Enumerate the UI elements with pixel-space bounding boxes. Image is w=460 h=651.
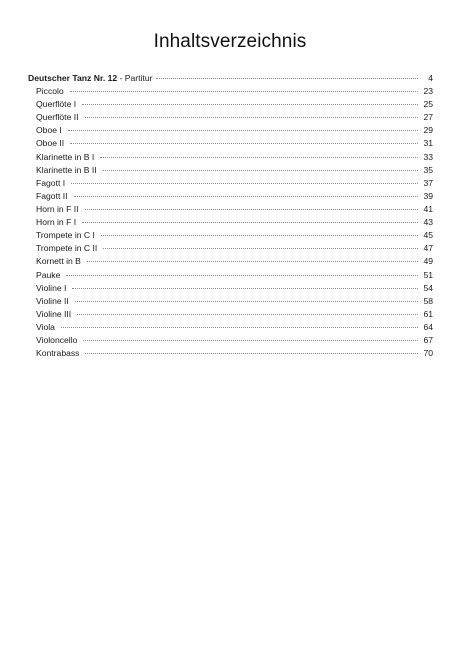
dot-leader — [74, 196, 418, 197]
toc-entry[interactable] — [28, 308, 433, 321]
dot-leader — [71, 183, 418, 184]
dot-leader — [103, 248, 418, 249]
dot-leader — [77, 314, 418, 315]
dot-leader — [100, 157, 418, 158]
dot-leader — [61, 327, 418, 328]
toc-entry-page: 61 — [423, 308, 433, 319]
toc-entry-label: Horn in F II — [36, 203, 79, 214]
toc-entry-page: 23 — [423, 86, 433, 96]
toc-entry-main[interactable] — [28, 71, 433, 85]
toc-entry-label: Kornett in B — [36, 256, 81, 267]
dot-leader — [66, 275, 418, 276]
toc-list — [28, 85, 433, 360]
toc-entry[interactable] — [28, 85, 433, 98]
dot-leader — [85, 117, 418, 118]
dot-leader — [85, 209, 418, 210]
toc-entry-page: 47 — [423, 243, 433, 254]
dot-leader — [82, 104, 418, 105]
toc-entry[interactable] — [28, 321, 433, 334]
toc-entry-page: 58 — [423, 295, 433, 306]
dot-leader — [85, 353, 418, 354]
toc-entry[interactable] — [28, 295, 433, 308]
toc-entry[interactable] — [28, 111, 433, 124]
toc-entry-label: Klarinette in B I — [36, 151, 95, 162]
toc-entry[interactable] — [28, 137, 433, 150]
dot-leader — [87, 261, 418, 262]
toc-main-page: 4 — [428, 73, 433, 83]
dot-leader — [156, 78, 419, 79]
toc-entry-label: Viola — [36, 321, 55, 332]
toc-entry-label: Klarinette in B II — [36, 164, 97, 175]
toc-entry-page: 67 — [423, 335, 433, 346]
toc-entry-label: Fagott I — [36, 177, 66, 188]
toc-entry[interactable] — [28, 347, 433, 360]
toc-entry-label: Violoncello — [36, 335, 78, 346]
toc-entry-page: 43 — [423, 217, 433, 228]
dot-leader — [70, 143, 418, 144]
toc-entry-page: 54 — [423, 282, 433, 293]
toc-entry[interactable] — [28, 124, 433, 137]
toc-main-title: Deutscher Tanz Nr. 12 — [28, 73, 118, 83]
toc-entry-label: Trompete in C I — [36, 230, 95, 241]
toc-entry-label: Pauke — [36, 269, 61, 280]
toc-entry[interactable] — [28, 255, 433, 268]
toc-entry-page: 39 — [423, 190, 433, 201]
page-title: Inhaltsverzeichnis — [153, 31, 307, 52]
toc-entry[interactable] — [28, 203, 433, 216]
toc-entry[interactable] — [28, 151, 433, 164]
toc-entry-label: Violine III — [36, 308, 72, 319]
toc-entry-page: 41 — [423, 203, 433, 214]
dot-leader — [70, 91, 418, 92]
toc-entry-label: Horn in F I — [36, 217, 77, 228]
toc-entry-label: Trompete in C II — [36, 243, 98, 254]
toc-entry-page: 33 — [423, 151, 433, 162]
dot-leader — [101, 235, 418, 236]
dot-leader — [72, 288, 418, 289]
toc-entry-page: 70 — [423, 348, 433, 359]
table-of-contents — [28, 71, 433, 360]
toc-entry-page: 45 — [423, 230, 433, 241]
dot-leader — [82, 222, 418, 223]
toc-entry-page: 29 — [423, 125, 433, 136]
toc-entry[interactable] — [28, 216, 433, 229]
toc-entry[interactable] — [28, 269, 433, 282]
toc-entry-page: 37 — [423, 177, 433, 188]
toc-entry[interactable] — [28, 242, 433, 255]
dot-leader — [103, 170, 418, 171]
toc-entry-label: Querflöte II — [36, 112, 79, 123]
toc-entry-page: 25 — [423, 99, 433, 110]
toc-entry[interactable] — [28, 98, 433, 111]
toc-entry-page: 35 — [423, 164, 433, 175]
toc-entry[interactable] — [28, 282, 433, 295]
toc-entry-label: Kontrabass — [36, 348, 80, 359]
toc-entry-label: Violine I — [36, 282, 67, 293]
toc-entry-label: Oboe I — [36, 125, 62, 136]
toc-entry-label: Piccolo — [36, 86, 64, 96]
toc-entry-page: 27 — [423, 112, 433, 123]
dot-leader — [75, 301, 418, 302]
toc-main-suffix: - Partitur — [117, 73, 153, 83]
toc-entry[interactable] — [28, 177, 433, 190]
toc-entry-label: Fagott II — [36, 190, 68, 201]
toc-entry-page: 49 — [423, 256, 433, 267]
toc-entry-label: Querflöte I — [36, 99, 77, 110]
toc-entry[interactable] — [28, 334, 433, 347]
dot-leader — [68, 130, 418, 131]
toc-entry-label: Oboe II — [36, 138, 65, 149]
toc-entry-label: Violine II — [36, 295, 69, 306]
dot-leader — [83, 340, 418, 341]
toc-main-label — [28, 71, 153, 85]
toc-entry[interactable] — [28, 190, 433, 203]
toc-entry-page: 51 — [423, 269, 433, 280]
toc-entry-page: 31 — [423, 138, 433, 149]
toc-entry[interactable] — [28, 229, 433, 242]
toc-entry[interactable] — [28, 164, 433, 177]
toc-entry-page: 64 — [423, 321, 433, 332]
